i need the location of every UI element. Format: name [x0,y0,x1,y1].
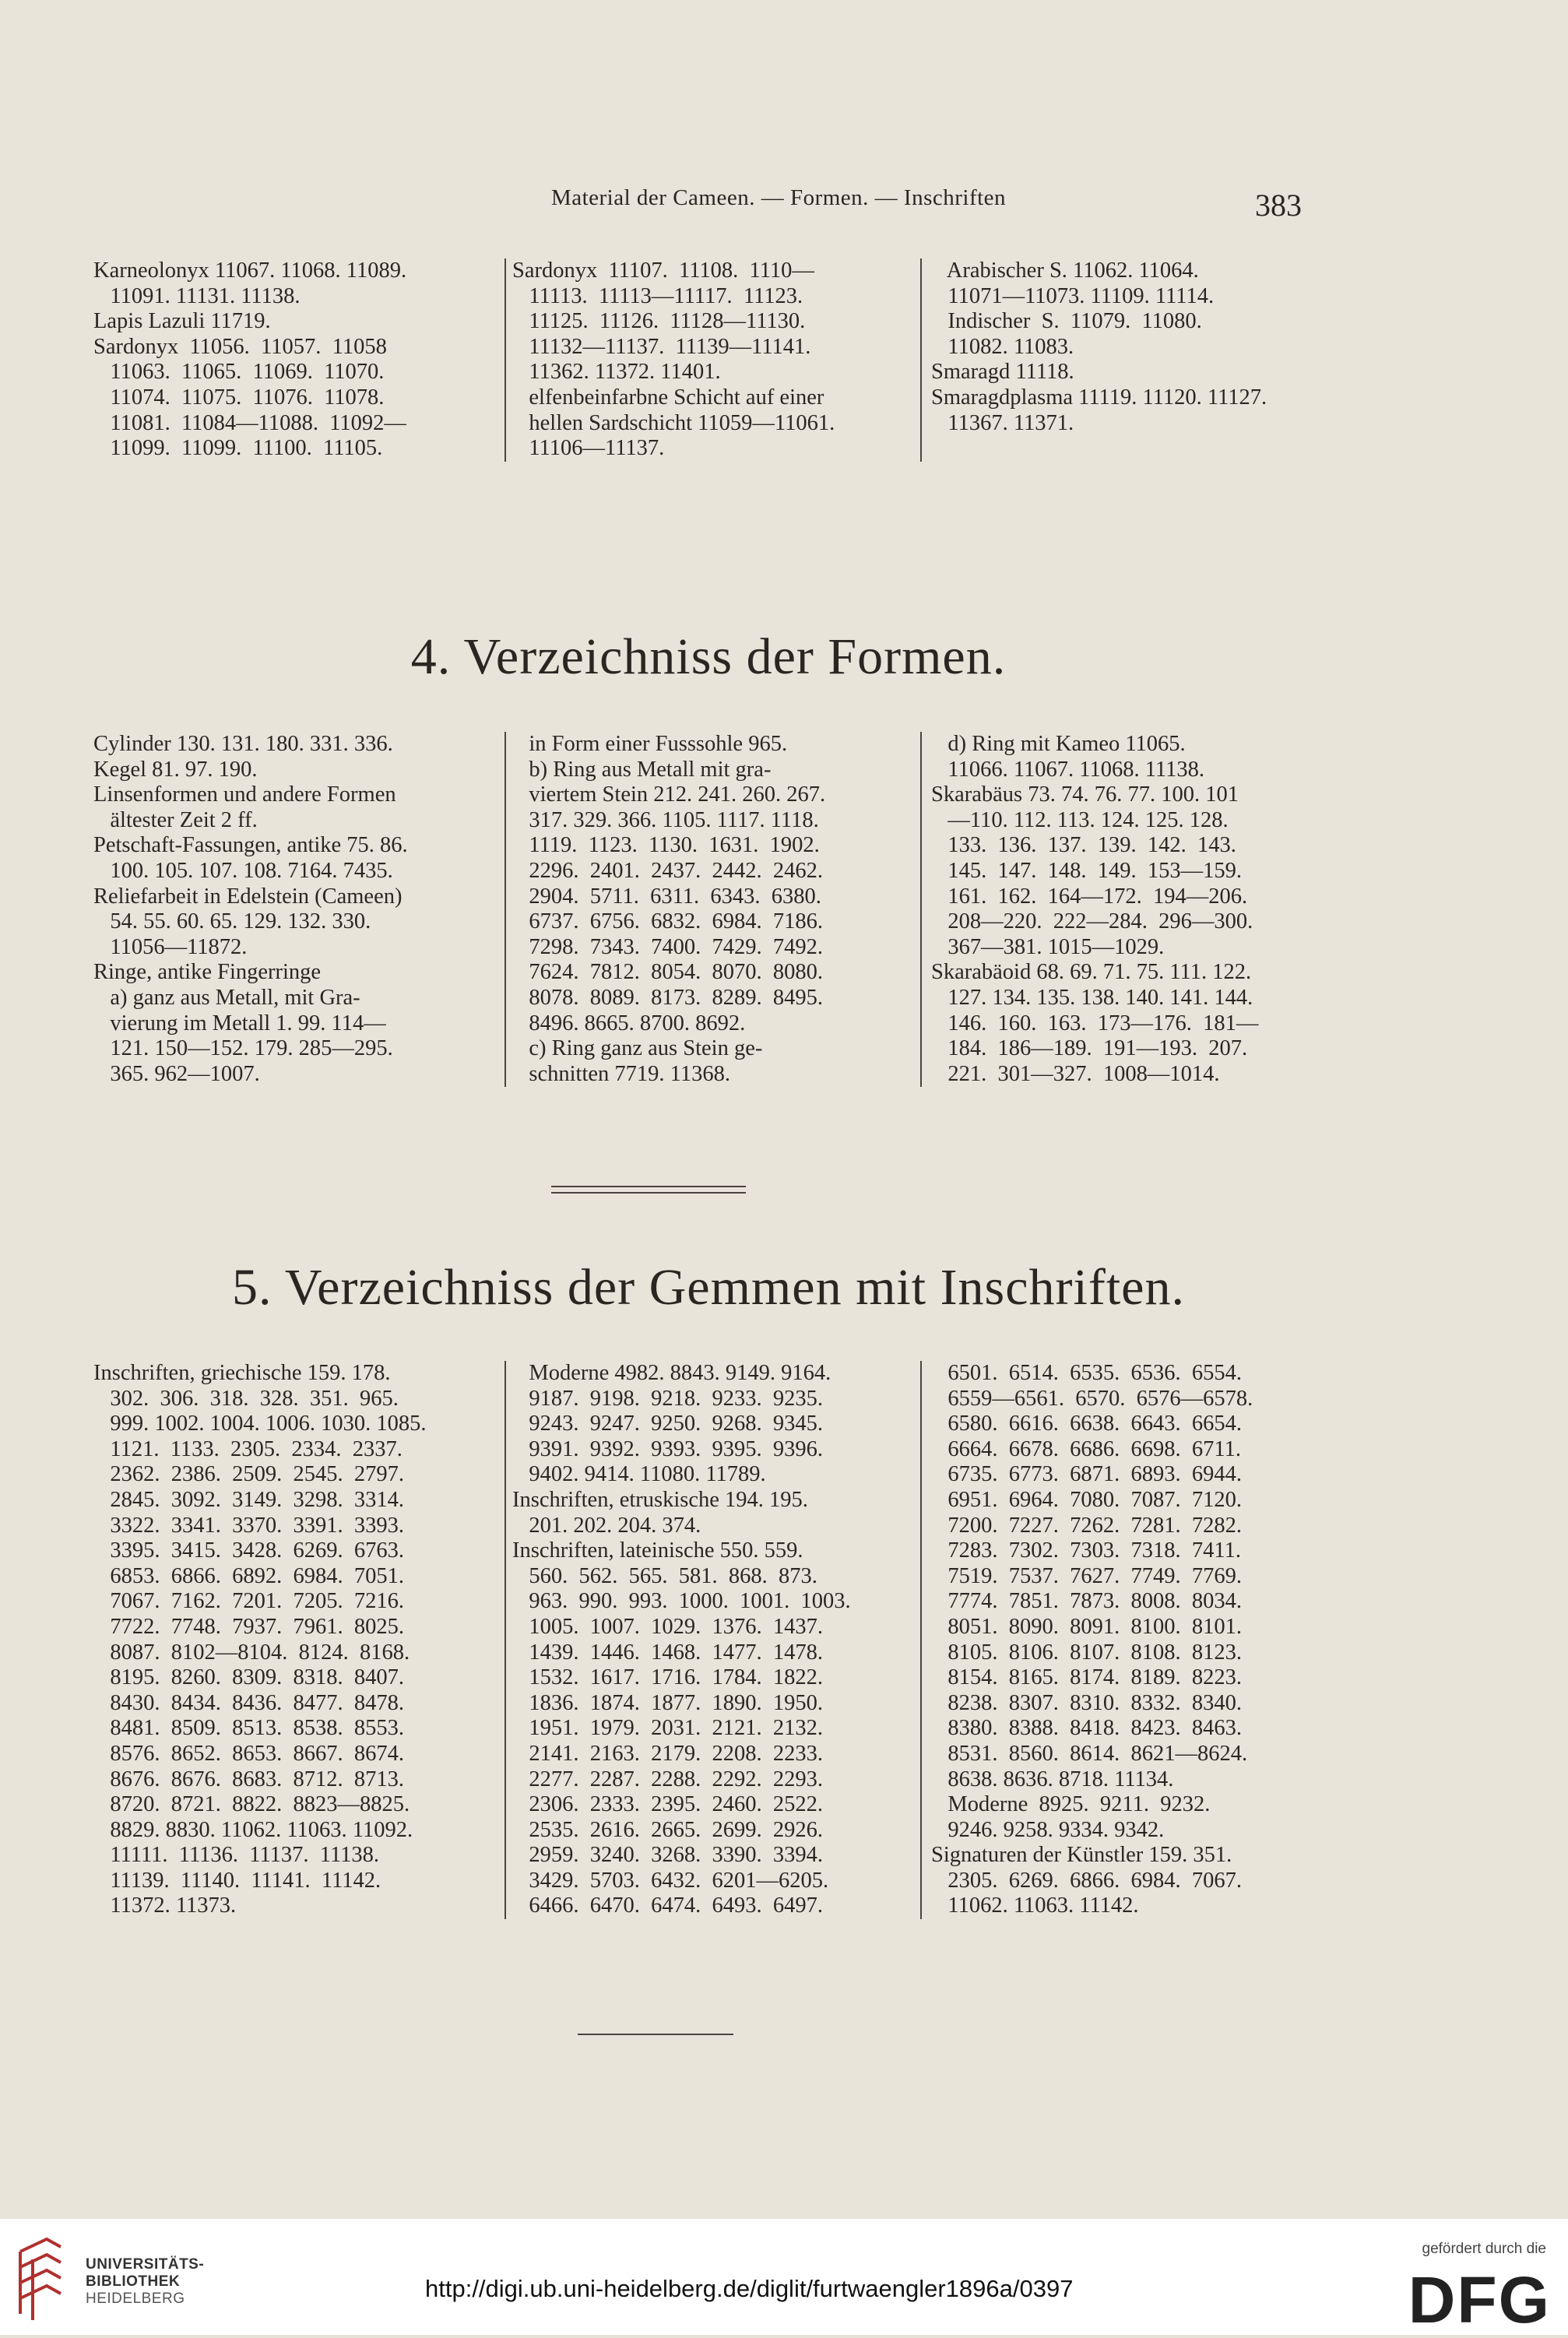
index-line: 8481. 8509. 8513. 8538. 8553. [93,1716,404,1741]
index-line: 11125. 11126. 11128—11130. [512,309,806,334]
index-line: ältester Zeit 2 ff. [93,807,258,832]
index-line: 9246. 9258. 9334. 9342. [931,1817,1165,1842]
index-line: 100. 105. 107. 108. 7164. 7435. [93,858,393,883]
index-line: 11066. 11067. 11068. 11138. [931,757,1204,782]
index-line: 6580. 6616. 6638. 6643. 6654. [931,1412,1242,1436]
library-line-2: BIBLIOTHEK [86,2273,181,2290]
index-line: Cylinder 130. 131. 180. 331. 336. [93,732,393,756]
index-line: Inschriften, lateinische 550. 559. [512,1538,803,1563]
materials-column-2 [506,258,922,462]
footer-bar [0,2219,1568,2335]
index-line: 54. 55. 60. 65. 129. 132. 330. [93,909,371,934]
index-line: 8380. 8388. 8418. 8423. 8463. [931,1716,1242,1741]
index-line: 11372. 11373. [93,1893,237,1918]
index-line: 11111. 11136. 11137. 11138. [93,1843,380,1868]
index-line: 8576. 8652. 8653. 8667. 8674. [93,1741,404,1766]
index-line: 2362. 2386. 2509. 2545. 2797. [93,1462,404,1487]
index-line: 7067. 7162. 7201. 7205. 7216. [93,1589,404,1614]
index-line: 7283. 7302. 7303. 7318. 7411. [931,1538,1241,1563]
formen-heading: 4. Verzeichniss der Formen. [410,628,1007,685]
index-line: Karneolonyx 11067. 11068. 11089. [93,258,407,283]
index-line: 6951. 6964. 7080. 7087. 7120. [931,1487,1242,1512]
index-line: b) Ring aus Metall mit gra- [512,757,772,782]
end-rule [578,2034,733,2035]
index-line: 6664. 6678. 6686. 6698. 6711. [931,1436,1241,1461]
index-line: Sardonyx 11107. 11108. 1110— [512,258,814,283]
library-name [86,2256,204,2308]
index-line: viertem Stein 212. 241. 260. 267. [512,782,826,807]
running-title: Material der Cameen. — Formen. — Inschriften [550,185,1007,210]
index-line: Arabischer S. 11062. 11064. [931,258,1199,283]
index-line: 560. 562. 565. 581. 868. 873. [512,1563,817,1588]
section-divider-bottom [551,1192,746,1194]
index-line: 7298. 7343. 7400. 7429. 7492. [512,934,823,959]
index-line: 2277. 2287. 2288. 2292. 2293. [512,1767,823,1791]
index-line: 6559—6561. 6570. 6576—6578. [931,1386,1253,1411]
index-line: 201. 202. 204. 374. [512,1513,701,1538]
index-line: 11106—11137. [512,436,665,461]
index-line: 8720. 8721. 8822. 8823—8825. [93,1792,410,1817]
index-line: 11081. 11084—11088. 11092— [93,410,406,435]
index-line: 8105. 8106. 8107. 8108. 8123. [931,1640,1242,1665]
index-line: 11091. 11131. 11138. [93,283,301,308]
formen-column-1 [93,732,506,1087]
index-line: 208—220. 222—284. 296—300. [931,909,1253,934]
index-line: 8087. 8102—8104. 8124. 8168. [93,1640,410,1665]
index-line: 367—381. 1015—1029. [931,934,1165,959]
dfg-logo: DFG [1408,2263,1551,2336]
index-line: 2904. 5711. 6311. 6343. 6380. [512,884,821,909]
source-url-link[interactable]: http://digi.ub.uni-heidelberg.de/diglit/furtwaengler1896a/0397 [425,2275,1074,2302]
page-number: 383 [1255,188,1302,223]
inschriften-columns [93,1361,1327,1919]
index-line: 8531. 8560. 8614. 8621—8624. [931,1741,1248,1766]
formen-columns [93,732,1327,1087]
index-line: 2306. 2333. 2395. 2460. 2522. [512,1792,823,1817]
index-line: 9187. 9198. 9218. 9233. 9235. [512,1386,823,1411]
index-line: 2141. 2163. 2179. 2208. 2233. [512,1741,823,1766]
index-line: 11132—11137. 11139—11141. [512,334,811,359]
library-logo-icon [16,2236,65,2323]
index-line: 9391. 9392. 9393. 9395. 9396. [512,1436,823,1461]
index-line: 184. 186—189. 191—193. 207. [931,1036,1248,1061]
index-line: 7200. 7227. 7262. 7281. 7282. [931,1513,1242,1538]
index-line: 9402. 9414. 11080. 11789. [512,1462,766,1487]
index-line: 11062. 11063. 11142. [931,1893,1139,1918]
index-line: Smaragd 11118. [931,360,1074,385]
index-line: vierung im Metall 1. 99. 114— [93,1011,386,1035]
index-line: Moderne 4982. 8843. 9149. 9164. [512,1361,831,1385]
index-line: 6735. 6773. 6871. 6893. 6944. [931,1462,1242,1487]
index-line: 8676. 8676. 8683. 8712. 8713. [93,1767,404,1791]
index-line: 1005. 1007. 1029. 1376. 1437. [512,1614,823,1639]
inschriften-column-2 [506,1361,922,1919]
section-divider-top [551,1186,746,1187]
index-line: 1121. 1133. 2305. 2334. 2337. [93,1436,403,1461]
formen-column-3 [922,732,1327,1087]
index-line: 7519. 7537. 7627. 7749. 7769. [931,1563,1242,1588]
index-line: 8195. 8260. 8309. 8318. 8407. [93,1665,404,1690]
index-line: Skarabäus 73. 74. 76. 77. 100. 101 [931,782,1239,807]
inschriften-column-1 [93,1361,506,1919]
index-line: 3322. 3341. 3370. 3391. 3393. [93,1513,404,1538]
index-line: 8078. 8089. 8173. 8289. 8495. [512,985,823,1010]
index-line: c) Ring ganz aus Stein ge- [512,1036,763,1061]
index-line: Reliefarbeit in Edelstein (Cameen) [93,884,403,909]
index-line: 3395. 3415. 3428. 6269. 6763. [93,1538,404,1563]
materials-columns [93,258,1327,462]
index-line: d) Ring mit Kameo 11065. [931,732,1186,756]
index-line: 8430. 8434. 8436. 8477. 8478. [93,1690,404,1715]
funded-by-label: gefördert durch die [1422,2241,1546,2257]
library-line-1: UNIVERSITÄTS- [86,2256,205,2273]
index-line: 8496. 8665. 8700. 8692. [512,1011,746,1035]
index-line: Petschaft-Fassungen, antike 75. 86. [93,833,408,858]
index-line: 11063. 11065. 11069. 11070. [93,360,385,385]
index-line: 1532. 1617. 1716. 1784. 1822. [512,1665,823,1690]
index-line: 963. 990. 993. 1000. 1001. 1003. [512,1589,851,1614]
index-line: a) ganz aus Metall, mit Gra- [93,985,360,1010]
index-line: 11099. 11099. 11100. 11105. [93,436,383,461]
materials-column-1 [93,258,506,462]
formen-column-2 [506,732,922,1087]
index-line: 999. 1002. 1004. 1006. 1030. 1085. [93,1412,427,1436]
index-line: 6853. 6866. 6892. 6984. 7051. [93,1563,404,1588]
index-line: 7774. 7851. 7873. 8008. 8034. [931,1589,1242,1614]
index-line: 6501. 6514. 6535. 6536. 6554. [931,1361,1242,1385]
index-line: 127. 134. 135. 138. 140. 141. 144. [931,985,1253,1010]
library-line-3: HEIDELBERG [86,2291,185,2307]
index-line: 2296. 2401. 2437. 2442. 2462. [512,858,823,883]
index-line: schnitten 7719. 11368. [512,1061,730,1086]
index-line: Ringe, antike Fingerringe [93,960,322,985]
index-line: Skarabäoid 68. 69. 71. 75. 111. 122. [931,960,1252,985]
index-line: Lapis Lazuli 11719. [93,309,271,334]
index-line: 11362. 11372. 11401. [512,360,721,385]
index-line: 8638. 8636. 8718. 11134. [931,1767,1174,1791]
index-line: 8238. 8307. 8310. 8332. 8340. [931,1690,1242,1715]
inschriften-heading: 5. Verzeichniss der Gemmen mit Inschriften. [232,1259,1185,1316]
index-line: —110. 112. 113. 124. 125. 128. [931,807,1229,832]
index-line: 121. 150—152. 179. 285—295. [93,1036,393,1061]
index-line: 221. 301—327. 1008—1014. [931,1061,1220,1086]
index-line: 2845. 3092. 3149. 3298. 3314. [93,1487,404,1512]
index-line: 11074. 11075. 11076. 11078. [93,385,385,410]
index-line: Kegel 81. 97. 190. [93,757,258,782]
index-line: elfenbeinfarbne Schicht auf einer [512,385,824,410]
index-line: 11056—11872. [93,934,248,959]
index-line: 1951. 1979. 2031. 2121. 2132. [512,1716,823,1741]
index-line: 6466. 6470. 6474. 6493. 6497. [512,1893,823,1918]
index-line: 302. 306. 318. 328. 351. 965. [93,1386,399,1411]
index-line: Inschriften, griechische 159. 178. [93,1361,391,1385]
index-line: 11071—11073. 11109. 11114. [931,283,1215,308]
index-line: Linsenformen und andere Formen [93,782,396,807]
index-line: Sardonyx 11056. 11057. 11058 [93,334,387,359]
index-line: 145. 147. 148. 149. 153—159. [931,858,1242,883]
index-line: Moderne 8925. 9211. 9232. [931,1792,1211,1817]
index-line: 11139. 11140. 11141. 11142. [93,1868,381,1893]
index-line: hellen Sardschicht 11059—11061. [512,410,835,435]
index-line: 7624. 7812. 8054. 8070. 8080. [512,960,823,985]
materials-column-3 [922,258,1327,462]
index-line: 8154. 8165. 8174. 8189. 8223. [931,1665,1242,1690]
index-line: 11113. 11113—11117. 11123. [512,283,803,308]
index-line: 161. 162. 164—172. 194—206. [931,884,1248,909]
index-line: 2959. 3240. 3268. 3390. 3394. [512,1843,823,1868]
index-line: 3429. 5703. 6432. 6201—6205. [512,1868,829,1893]
index-line: 2535. 2616. 2665. 2699. 2926. [512,1817,823,1842]
index-line: 1119. 1123. 1130. 1631. 1902. [512,833,820,858]
index-line: 133. 136. 137. 139. 142. 143. [931,833,1236,858]
index-line: Inschriften, etruskische 194. 195. [512,1487,808,1512]
index-line: 9243. 9247. 9250. 9268. 9345. [512,1412,823,1436]
index-line: 11367. 11371. [931,410,1074,435]
index-line: Signaturen der Künstler 159. 351. [931,1843,1232,1868]
index-line: 6737. 6756. 6832. 6984. 7186. [512,909,823,934]
index-line: 8829. 8830. 11062. 11063. 11092. [93,1817,413,1842]
index-line: 2305. 6269. 6866. 6984. 7067. [931,1868,1242,1893]
index-line: 1836. 1874. 1877. 1890. 1950. [512,1690,823,1715]
index-line: 11082. 11083. [931,334,1074,359]
index-line: Smaragdplasma 11119. 11120. 11127. [931,385,1267,410]
index-line: 365. 962—1007. [93,1061,260,1086]
index-line: 146. 160. 163. 173—176. 181— [931,1011,1259,1035]
index-line: in Form einer Fusssohle 965. [512,732,788,756]
index-line: 7722. 7748. 7937. 7961. 8025. [93,1614,404,1639]
index-line: 1439. 1446. 1468. 1477. 1478. [512,1640,823,1665]
index-line: 317. 329. 366. 1105. 1117. 1118. [512,807,819,832]
index-line: Indischer S. 11079. 11080. [931,309,1202,334]
index-line: 8051. 8090. 8091. 8100. 8101. [931,1614,1242,1639]
inschriften-column-3 [922,1361,1327,1919]
